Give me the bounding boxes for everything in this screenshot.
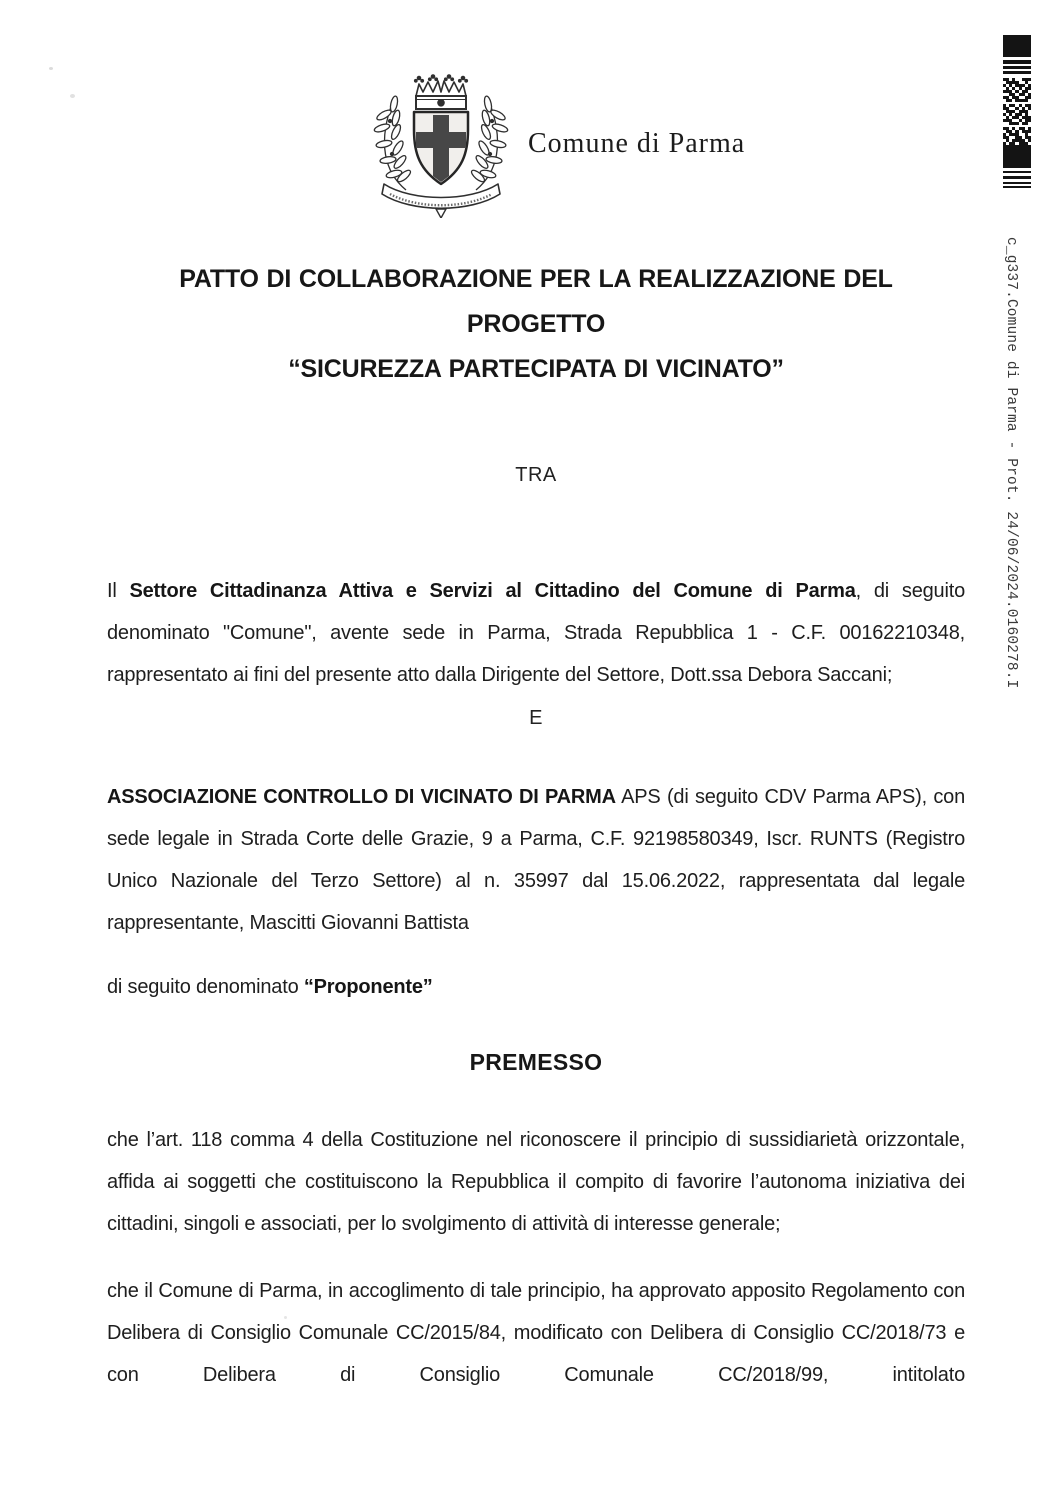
scan-speck (49, 67, 53, 70)
document-content (107, 0, 965, 1396)
denomination-lead: di seguito denominato (107, 976, 304, 998)
document-header (107, 70, 965, 218)
party-comune-lead: Il (107, 580, 130, 602)
motto-banner (382, 184, 500, 218)
title-line-1: PATTO DI COLLABORAZIONE PER LA REALIZZAZIONE DEL PROGETTO (179, 265, 893, 338)
between-parties-label: TRA (515, 464, 557, 486)
party-association-details: APS (di seguito CDV Parma APS), con sede legale in Strada Corte delle Grazie, 9 a Parma, C.F. 92198580349, Iscr. RUNTS (Registro Unico Nazionale del Terzo Settore) al n. 35997 dal 15.06.2022, rappresentata dal legale rappresentante, Mascitti Giovanni Battista (107, 786, 965, 934)
comune-di-parma-crest-icon (372, 70, 510, 218)
premise-paragraph-2: che il Comune di Parma, in accoglimento di tale principio, ha approvato apposito Regolamento con Delibera di Consiglio Comunale CC/2015/84, modificato con Delibera di Consiglio CC/2018/73 e con Delibera di Consiglio Comunale CC/2018/99, intitolato (107, 1280, 965, 1386)
denomination-term: “Proponente” (303, 976, 433, 998)
laurel-branch-right (470, 96, 509, 190)
party-association-paragraph (107, 776, 965, 944)
party-association-name: ASSOCIAZIONE CONTROLLO DI VICINATO DI PARMA (107, 786, 616, 808)
crown-icon (414, 74, 468, 109)
premesso-heading: PREMESSO (469, 1049, 603, 1075)
scan-speck (70, 94, 75, 98)
premise-paragraph-1: che l’art. 118 comma 4 della Costituzione nel riconoscere il principio di sussidiarietà orizzontale, affida ai soggetti che costituiscono la Repubblica il compito di favorire l’autonoma iniziativa dei cittadini, singoli e associati, per lo svolgimento di attività di interesse generale; (107, 1129, 965, 1235)
and-label: E (529, 707, 543, 729)
party-comune-details: , di seguito denominato "Comune", avente sede in Parma, Strada Repubblica 1 - C.F. 00162210348, rappresentato ai fini del presente atto dalla Dirigente del Settore, Dott.ssa Debora Saccani; (107, 580, 965, 686)
protocol-barcode-icon (1003, 35, 1031, 188)
document-title (107, 257, 965, 392)
laurel-branch-left (373, 96, 412, 190)
comune-di-parma-wordmark: Comune di Parma (528, 128, 746, 159)
party-comune-name: Settore Cittadinanza Attiva e Servizi al Cittadino del Comune di Parma (129, 580, 856, 602)
denomination-line (107, 966, 965, 1008)
protocol-stamp-text: c_g337.Comune di Parma - Prot. 24/06/2024.0160278.I (1003, 237, 1019, 689)
shield-cross-icon (414, 112, 468, 184)
party-comune-paragraph (107, 570, 965, 696)
title-line-2: “SICUREZZA PARTECIPATA DI VICINATO” (288, 355, 784, 383)
